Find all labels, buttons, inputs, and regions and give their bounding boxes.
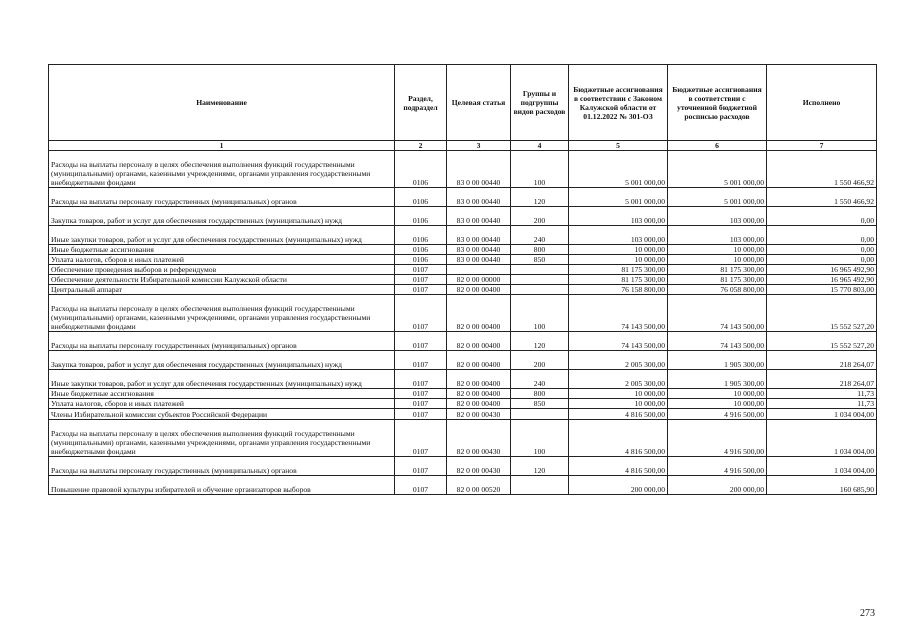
row-article: 82 0 00 00400 [447, 389, 511, 399]
row-group: 850 [511, 399, 569, 409]
table-row [49, 332, 877, 351]
row-plan-amount: 10 000,00 [668, 245, 767, 255]
row-group: 240 [511, 370, 569, 389]
row-executed-amount: 11,73 [767, 389, 877, 399]
budget-execution-table [48, 64, 877, 495]
row-law-amount: 81 175 300,00 [569, 275, 668, 285]
row-executed-amount: 16 965 492,90 [767, 265, 877, 275]
row-law-amount: 200 000,00 [569, 476, 668, 495]
row-executed-amount: 1 550 466,92 [767, 188, 877, 207]
table-header-row [49, 65, 877, 141]
row-executed-amount: 15 552 527,20 [767, 295, 877, 332]
row-plan-amount: 74 143 500,00 [668, 295, 767, 332]
row-executed-amount: 16 965 492,90 [767, 275, 877, 285]
row-article: 82 0 00 00520 [447, 476, 511, 495]
row-plan-amount: 10 000,00 [668, 389, 767, 399]
row-name: Иные закупки товаров, работ и услуг для обеспечения государственных (муниципальных) нужд [49, 226, 395, 245]
row-executed-amount: 15 552 527,20 [767, 332, 877, 351]
row-plan-amount: 4 916 500,00 [668, 457, 767, 476]
row-group: 800 [511, 245, 569, 255]
row-group: 120 [511, 457, 569, 476]
row-name: Повышение правовой культуры избирателей и обучение организаторов выборов [49, 476, 395, 495]
header-name: Наименование [49, 65, 395, 141]
table-row [49, 457, 877, 476]
row-name: Расходы на выплаты персоналу в целях обеспечения выполнения функций государственными (муниципальными) органами, казенными учреждениями, органами управления государственными внебюджетными фондами [49, 420, 395, 457]
row-executed-amount: 0,00 [767, 255, 877, 265]
row-group: 850 [511, 255, 569, 265]
table-row [49, 389, 877, 399]
row-law-amount: 76 158 800,00 [569, 285, 668, 295]
row-plan-amount: 76 058 800,00 [668, 285, 767, 295]
row-section: 0106 [395, 151, 447, 188]
row-law-amount: 2 005 300,00 [569, 370, 668, 389]
row-section: 0107 [395, 399, 447, 409]
row-article: 83 0 00 00440 [447, 226, 511, 245]
row-section: 0106 [395, 226, 447, 245]
row-article: 83 0 00 00440 [447, 207, 511, 226]
table-row [49, 285, 877, 295]
row-section: 0107 [395, 351, 447, 370]
row-article: 83 0 00 00440 [447, 245, 511, 255]
header-target-article: Целевая статья [447, 65, 511, 141]
row-group: 800 [511, 389, 569, 399]
table-row [49, 351, 877, 370]
header-executed: Исполнено [767, 65, 877, 141]
row-section: 0107 [395, 370, 447, 389]
row-law-amount: 10 000,00 [569, 255, 668, 265]
row-section: 0106 [395, 188, 447, 207]
row-plan-amount: 103 000,00 [668, 207, 767, 226]
row-plan-amount: 81 175 300,00 [668, 275, 767, 285]
row-plan-amount: 74 143 500,00 [668, 332, 767, 351]
row-executed-amount: 1 550 466,92 [767, 151, 877, 188]
row-group [511, 265, 569, 275]
row-article: 82 0 00 00400 [447, 285, 511, 295]
row-article: 82 0 00 00400 [447, 370, 511, 389]
column-number: 5 [569, 141, 668, 151]
row-group: 120 [511, 188, 569, 207]
column-number-row [49, 141, 877, 151]
row-group: 100 [511, 151, 569, 188]
row-section: 0107 [395, 265, 447, 275]
row-group: 200 [511, 351, 569, 370]
row-name: Иные бюджетные ассигнования [49, 245, 395, 255]
row-law-amount: 103 000,00 [569, 207, 668, 226]
row-executed-amount: 218 264,07 [767, 370, 877, 389]
row-group: 200 [511, 207, 569, 226]
column-number: 4 [511, 141, 569, 151]
row-executed-amount: 0,00 [767, 226, 877, 245]
row-section: 0107 [395, 457, 447, 476]
row-executed-amount: 1 034 004,00 [767, 457, 877, 476]
row-law-amount: 5 001 000,00 [569, 151, 668, 188]
row-group: 100 [511, 295, 569, 332]
table-row [49, 399, 877, 409]
row-law-amount: 5 001 000,00 [569, 188, 668, 207]
row-plan-amount: 200 000,00 [668, 476, 767, 495]
row-executed-amount: 11,73 [767, 399, 877, 409]
row-section: 0107 [395, 332, 447, 351]
row-section: 0106 [395, 255, 447, 265]
row-section: 0107 [395, 409, 447, 420]
table-row [49, 188, 877, 207]
row-executed-amount: 15 770 803,00 [767, 285, 877, 295]
row-plan-amount: 1 905 300,00 [668, 370, 767, 389]
row-article: 82 0 00 00400 [447, 332, 511, 351]
table-row [49, 275, 877, 285]
row-name: Уплата налогов, сборов и иных платежей [49, 399, 395, 409]
row-plan-amount: 5 001 000,00 [668, 188, 767, 207]
table-row [49, 226, 877, 245]
header-revised-appropriations: Бюджетные ассигнования в соответствии с уточненной бюджетной росписью расходов [668, 65, 767, 141]
row-law-amount: 4 816 500,00 [569, 409, 668, 420]
table-row [49, 265, 877, 275]
column-number: 3 [447, 141, 511, 151]
row-law-amount: 2 005 300,00 [569, 351, 668, 370]
row-section: 0107 [395, 295, 447, 332]
column-number: 7 [767, 141, 877, 151]
row-law-amount: 74 143 500,00 [569, 295, 668, 332]
row-name: Иные закупки товаров, работ и услуг для обеспечения государственных (муниципальных) нужд [49, 370, 395, 389]
table-row [49, 151, 877, 188]
row-plan-amount: 1 905 300,00 [668, 351, 767, 370]
row-name: Расходы на выплаты персоналу в целях обеспечения выполнения функций государственными (муниципальными) органами, казенными учреждениями, органами управления государственными внебюджетными фондами [49, 151, 395, 188]
table-row [49, 207, 877, 226]
row-article: 83 0 00 00440 [447, 255, 511, 265]
row-name: Расходы на выплаты персоналу в целях обеспечения выполнения функций государственными (муниципальными) органами, казенными учреждениями, органами управления государственными внебюджетными фондами [49, 295, 395, 332]
row-article [447, 265, 511, 275]
row-executed-amount: 1 034 004,00 [767, 420, 877, 457]
column-number: 6 [668, 141, 767, 151]
row-plan-amount: 5 001 000,00 [668, 151, 767, 188]
table-row [49, 255, 877, 265]
row-plan-amount: 81 175 300,00 [668, 265, 767, 275]
table-row [49, 370, 877, 389]
row-law-amount: 81 175 300,00 [569, 265, 668, 275]
row-name: Расходы на выплаты персоналу государственных (муниципальных) органов [49, 188, 395, 207]
header-section: Раздел, подраздел [395, 65, 447, 141]
row-group: 240 [511, 226, 569, 245]
row-name: Центральный аппарат [49, 285, 395, 295]
row-law-amount: 103 000,00 [569, 226, 668, 245]
row-law-amount: 4 816 500,00 [569, 457, 668, 476]
row-group [511, 275, 569, 285]
row-law-amount: 10 000,00 [569, 399, 668, 409]
row-section: 0107 [395, 285, 447, 295]
row-name: Уплата налогов, сборов и иных платежей [49, 255, 395, 265]
page-number: 273 [860, 608, 875, 619]
row-law-amount: 10 000,00 [569, 245, 668, 255]
row-executed-amount: 218 264,07 [767, 351, 877, 370]
row-section: 0107 [395, 389, 447, 399]
table-row [49, 476, 877, 495]
row-article: 82 0 00 00430 [447, 457, 511, 476]
row-law-amount: 10 000,00 [569, 389, 668, 399]
header-law-appropriations: Бюджетные ассигнования в соответствии с Законом Калужской области от 01.12.2022 № 301-ОЗ [569, 65, 668, 141]
row-section: 0106 [395, 245, 447, 255]
table-row [49, 295, 877, 332]
row-executed-amount: 1 034 004,00 [767, 409, 877, 420]
row-article: 82 0 00 00430 [447, 420, 511, 457]
row-plan-amount: 10 000,00 [668, 399, 767, 409]
header-expense-groups: Группы и подгруппы видов расходов [511, 65, 569, 141]
table-row [49, 420, 877, 457]
row-name: Закупка товаров, работ и услуг для обеспечения государственных (муниципальных) нужд [49, 207, 395, 226]
row-group [511, 285, 569, 295]
row-name: Расходы на выплаты персоналу государственных (муниципальных) органов [49, 457, 395, 476]
row-article: 82 0 00 00400 [447, 295, 511, 332]
row-plan-amount: 4 916 500,00 [668, 420, 767, 457]
row-executed-amount: 0,00 [767, 207, 877, 226]
row-name: Иные бюджетные ассигнования [49, 389, 395, 399]
row-article: 82 0 00 00430 [447, 409, 511, 420]
row-name: Закупка товаров, работ и услуг для обеспечения государственных (муниципальных) нужд [49, 351, 395, 370]
row-article: 82 0 00 00000 [447, 275, 511, 285]
row-law-amount: 4 816 500,00 [569, 420, 668, 457]
row-group [511, 476, 569, 495]
column-number: 1 [49, 141, 395, 151]
row-law-amount: 74 143 500,00 [569, 332, 668, 351]
table-row [49, 409, 877, 420]
row-plan-amount: 10 000,00 [668, 255, 767, 265]
row-name: Члены Избирательной комиссии субъектов Российской Федерации [49, 409, 395, 420]
row-section: 0107 [395, 420, 447, 457]
row-plan-amount: 4 916 500,00 [668, 409, 767, 420]
row-plan-amount: 103 000,00 [668, 226, 767, 245]
row-group [511, 409, 569, 420]
row-section: 0107 [395, 476, 447, 495]
row-name: Обеспечение проведения выборов и референдумов [49, 265, 395, 275]
row-group: 100 [511, 420, 569, 457]
row-article: 83 0 00 00440 [447, 188, 511, 207]
row-article: 83 0 00 00440 [447, 151, 511, 188]
row-section: 0106 [395, 207, 447, 226]
row-article: 82 0 00 00400 [447, 351, 511, 370]
row-name: Обеспечение деятельности Избирательной комиссии Калужской области [49, 275, 395, 285]
row-section: 0107 [395, 275, 447, 285]
table-row [49, 245, 877, 255]
row-executed-amount: 160 685,90 [767, 476, 877, 495]
row-name: Расходы на выплаты персоналу государственных (муниципальных) органов [49, 332, 395, 351]
column-number: 2 [395, 141, 447, 151]
row-group: 120 [511, 332, 569, 351]
row-executed-amount: 0,00 [767, 245, 877, 255]
row-article: 82 0 00 00400 [447, 399, 511, 409]
